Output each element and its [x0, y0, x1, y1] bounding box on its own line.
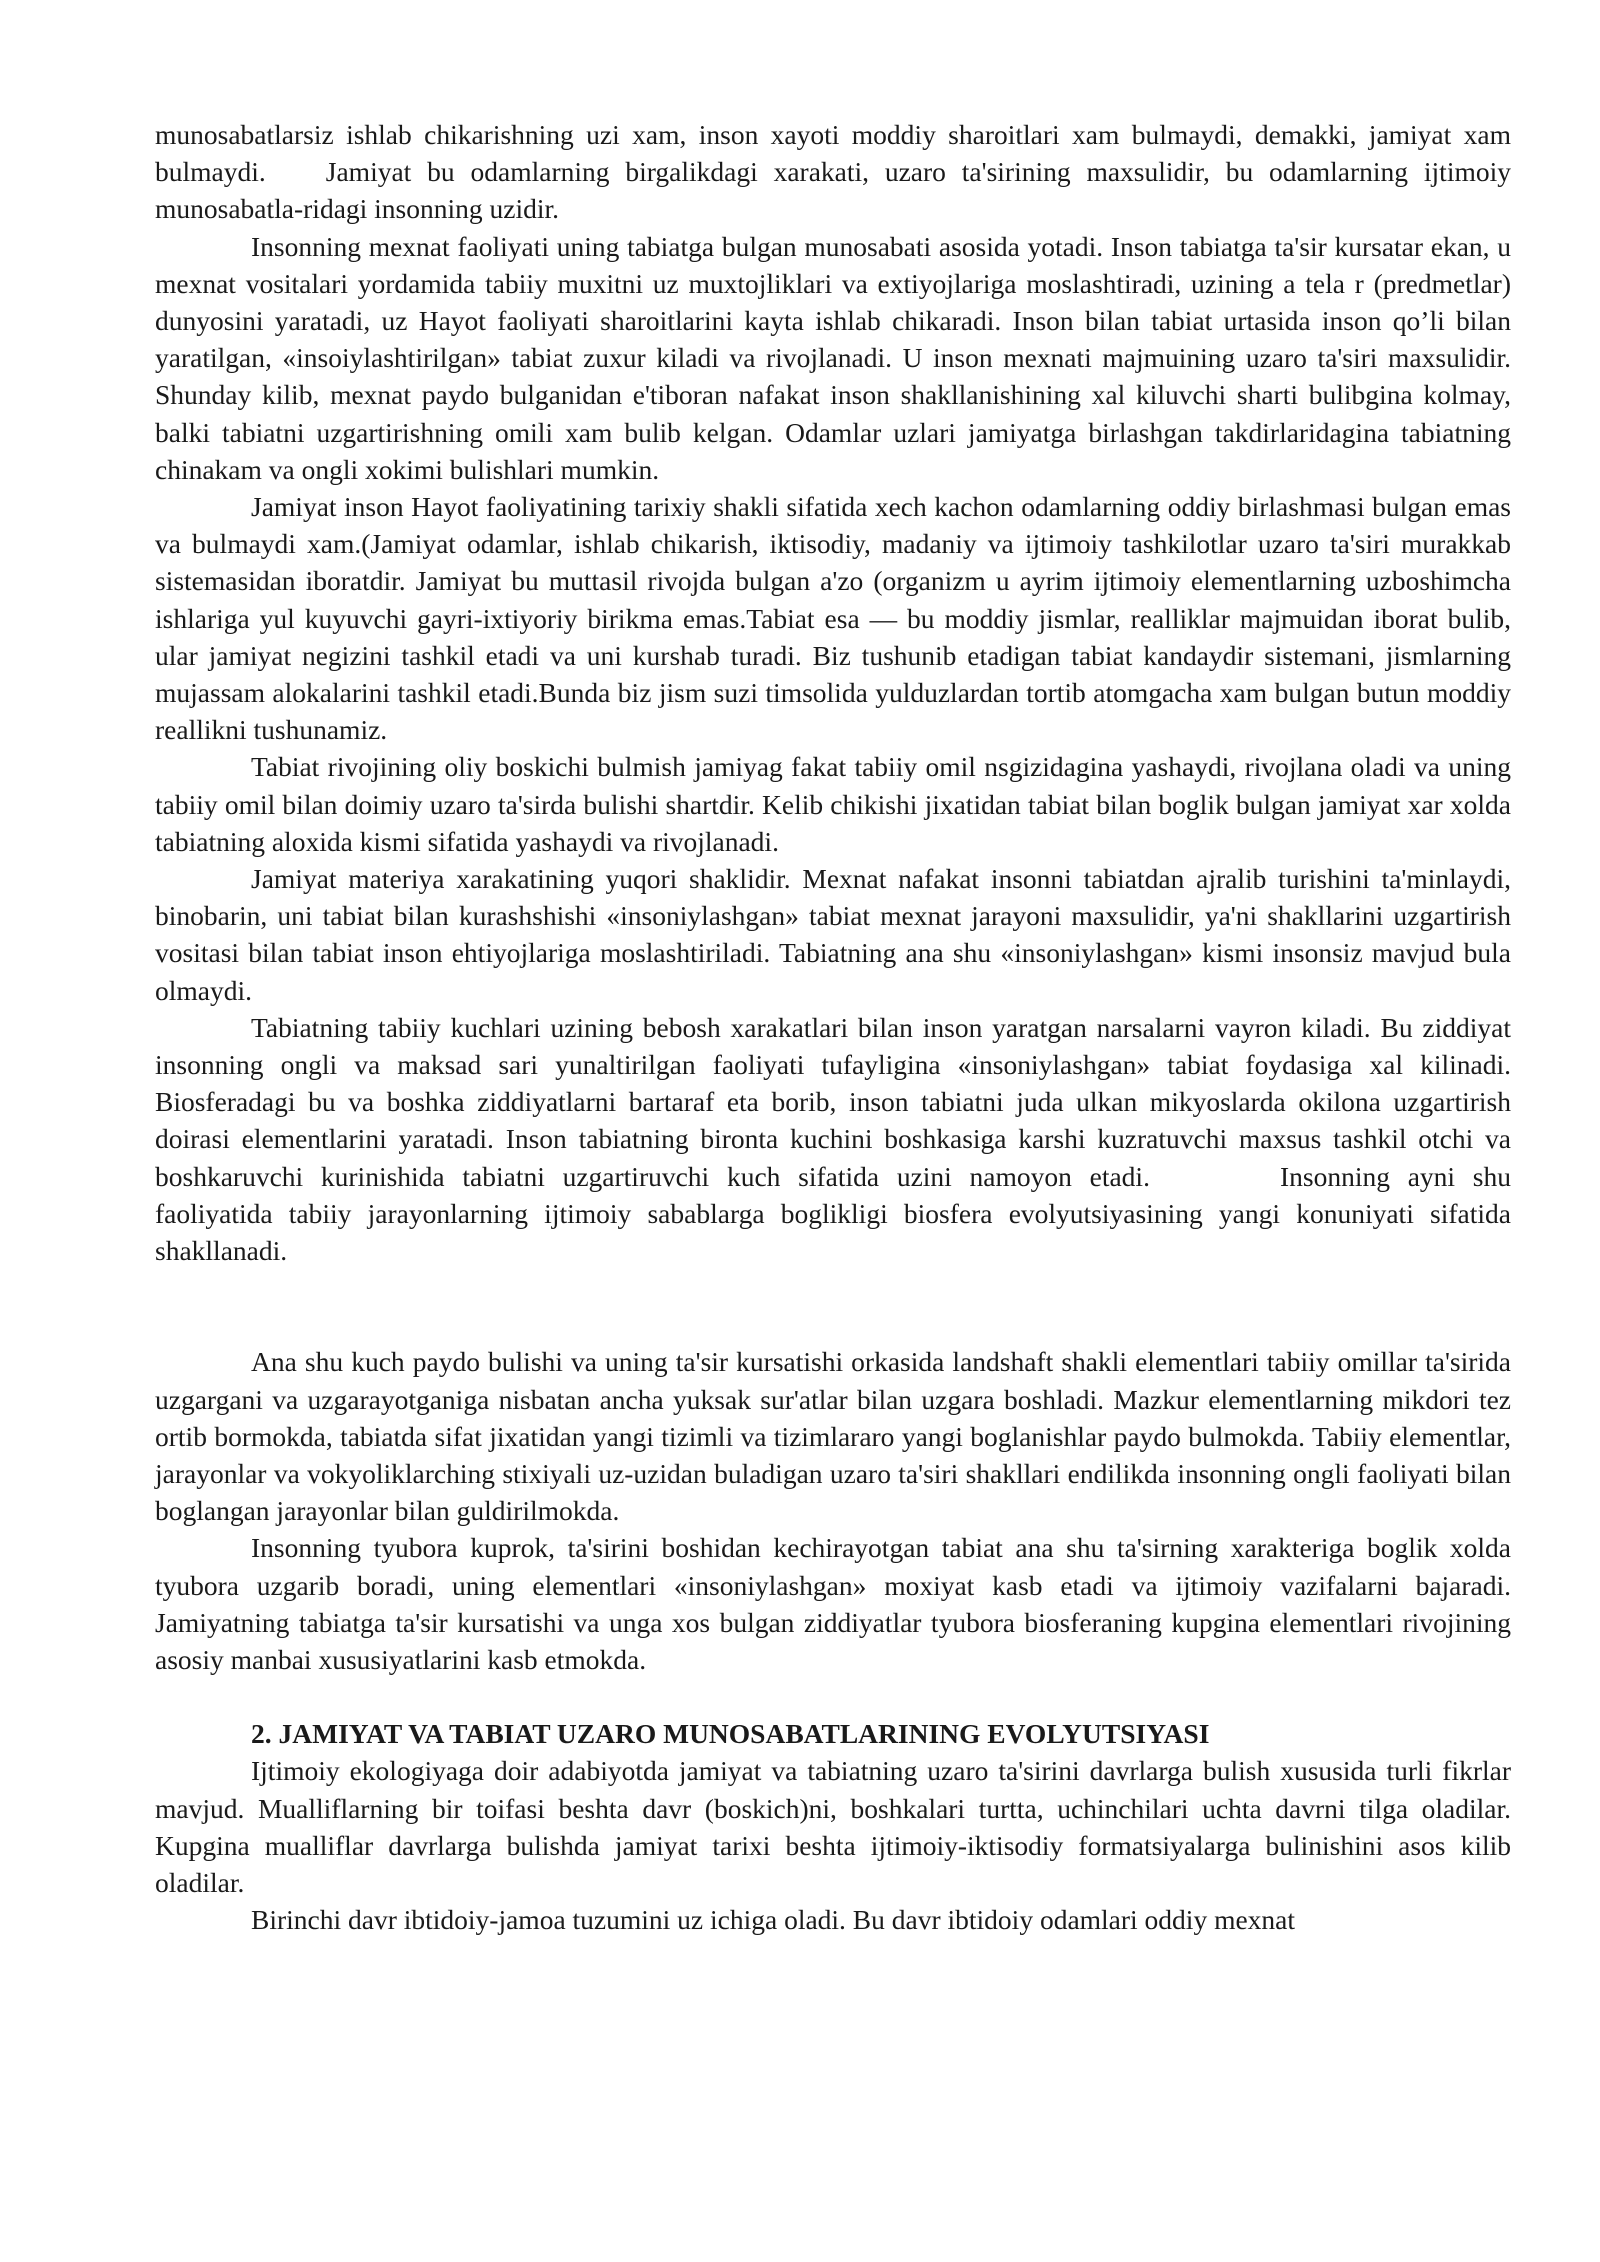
paragraph-8: Insonning tyubora kuprok, ta'sirini boshidan kechirayotgan tabiat ana shu ta'sirning xarakteriga boglik xolda tyubora uzgarib boradi, uning elementlari «insoniylashgan» moxiyat kasb etadi va ijtimoiy vazifalarni bajaradi. Jamiyatning tabiatga ta'sir kursatishi va unga xos bulgan ziddiyatlar tyubora biosferaning kupgina elementlari rivojining asosiy manbai xususiyatlarini kasb etmokda. [155, 1532, 1511, 1675]
paragraph-9: Ijtimoiy ekologiyaga doir adabiyotda jamiyat va tabiatning uzaro ta'sirini davrlarga bulish xususida turli fikrlar mavjud. Mualliflarning bir toifasi beshta davr (boskich)ni, boshkalari turtta, uchinchilari uchta davrni tilga oladilar. Kupgina mualliflar davrlarga bulishda jamiyat tarixi beshta ijtimoiy-iktisodiy formatsiyalarga bulinishini asos kilib oladilar. [155, 1755, 1511, 1898]
paragraph-1-part-a: munosabatlarsiz ishlab chikarishning uzi xam, inson xayoti moddiy sharoitlari xam bulmaydi, demakki, jamiyat xam bulmaydi. [155, 119, 1511, 188]
paragraph-6-part-b: Insonning ayni shu faoliyatida tabiiy jarayonlarning ijtimoiy sabablarga boglikligi biosfera evolyutsiyasining yangi konuniyati sifatida shakllanadi. [155, 1160, 1511, 1267]
paragraph-3: Jamiyat inson Hayot faoliyatining tarixiy shakli sifatida xech kachon odamlarning oddiy birlashmasi bulgan emas va bulmaydi xam.(Jamiyat odamlar, ishlab chikarish, iktisodiy, madaniy va ijtimoiy tashkilotlar uzaro ta'siri murakkab sistemasidan iboratdir. Jamiyat bu muttasil rivojda bulgan a'zo (organizm u ayrim ijtimoiy elementlarning uzboshimcha ishlariga yul kuyuvchi gayri-ixtiyoriy birikma emas.Tabiat esa — bu moddiy jismlar, realliklar majmuidan iborat bulib, ular jamiyat negizini tashkil etadi va uni kurshab turadi. Biz tushunib etadigan tabiat kandaydir sistemani, jismlarning mujassam alokalarini tashkil etadi.Bunda biz jism suzi timsolida yulduzlardan tortib atomgacha xam bulgan butun moddiy reallikni tushunamiz. [155, 491, 1511, 746]
section-gap [155, 1269, 1511, 1343]
paragraph-6 [155, 1009, 1511, 1269]
paragraph-4: Tabiat rivojining oliy boskichi bulmish jamiyag fakat tabiiy omil nsgizidagina yashaydi, rivojlana oladi va uning tabiiy omil bilan doimiy uzaro ta'sirda bulishi shartdir. Kelib chikishi jixatidan tabiat bilan boglik bulgan jamiyat xar xolda tabiatning aloxida kismi sifatida yashaydi va rivojlanadi. [155, 751, 1511, 857]
paragraph-5: Jamiyat materiya xarakatining yuqori shaklidir. Mexnat nafakat insonni tabiatdan ajralib turishini ta'minlaydi, binobarin, uni tabiat bilan kurashshishi «insoniylashgan» tabiat mexnat jarayoni maxsulidir, ya'ni shakllarini uzgartirish vositasi bilan tabiat inson ehtiyojlariga moslashtiriladi. Tabiatning ana shu «insoniylashgan» kismi insonsiz mavjud bula olmaydi. [155, 863, 1511, 1006]
paragraph-2: Insonning mexnat faoliyati uning tabiatga bulgan munosabati asosida yotadi. Inson tabiatga ta'sir kursatar ekan, u mexnat vositalari yordamida tabiiy muxitni uz muxtojliklari va extiyojlariga moslashtiradi, uzining a tela r (predmetlar) dunyosini yaratadi, uz Hayot faoliyati sharoitlarini kayta ishlab chikaradi. Inson bilan tabiat urtasida inson qo’li bilan yaratilgan, «insoiylashtirilgan» tabiat zuxur kiladi va rivojlanadi. U inson mexnati majmuining uzaro ta'siri maxsulidir. Shunday kilib, mexnat paydo bulganidan e'tiboran nafakat inson shakllanishining xal kiluvchi sharti bulibgina kolmay, balki tabiatni uzgartirishning omili xam bulib kelgan. Odamlar uzlari jamiyatga birlashgan takdirlaridagina tabiatning chinakam va ongli xokimi bulishlari mumkin. [155, 230, 1511, 485]
paragraph-1-part-b: Jamiyat bu odamlarning birgalikdagi xarakati, uzaro ta'sirining maxsulidir, bu odamlarning ijtimoiy munosabatla-ridagi insonning uzidir. [155, 156, 1511, 225]
paragraph-6-part-a: Tabiatning tabiiy kuchlari uzining bebosh xarakatlari bilan inson yaratgan narsalarni vayron kiladi. Bu ziddiyat insonning ongli va maksad sari yunaltirilgan faoliyati tufayligina «insoniylashgan» tabiat foydasiga xal kilinadi. Biosferadagi bu va boshka ziddiyatlarni bartaraf eta borib, inson tabiatni juda ulkan mikyoslarda okilona uzgartirish doirasi elementlarini yaratadi. Inson tabiatning bironta kuchini boshkasiga karshi kuzratuvchi maxsus tashkil otchi va boshkaruvchi kurinishida tabiatni uzgartiruvchi kuch sifatida uzini namoyon etadi. [155, 1011, 1511, 1192]
paragraph-7: Ana shu kuch paydo bulishi va uning ta'sir kursatishi orkasida landshaft shakli elementlari tabiiy omillar ta'sirida uzgargani va uzgarayotganiga nisbatan ancha yuksak sur'atlar bilan uzgara boshladi. Mazkur elementlarning mikdori tez ortib bormokda, tabiatda sifat jixatidan yangi tizimli va tizimlararo yangi boglanishlar paydo bulmokda. Tabiiy elementlar, jarayonlar va vokyoliklarching stixiyali uz-uzidan buladigan uzaro ta'siri shakllari endilikda insonning ongli faoliyati bilan boglangan jarayonlar bilan guldirilmokda. [155, 1346, 1511, 1527]
section-heading: 2. JAMIYAT VA TABIAT UZARO MUNOSABATLARINING EVOLYUTSIYASI [251, 1718, 1210, 1750]
paragraph-10: Birinchi davr ibtidoiy-jamoa tuzumini uz ichiga oladi. Bu davr ibtidoiy odamlari oddiy mexnat [251, 1904, 1296, 1936]
document-page [155, 116, 1511, 1938]
paragraph-1 [155, 116, 1511, 228]
